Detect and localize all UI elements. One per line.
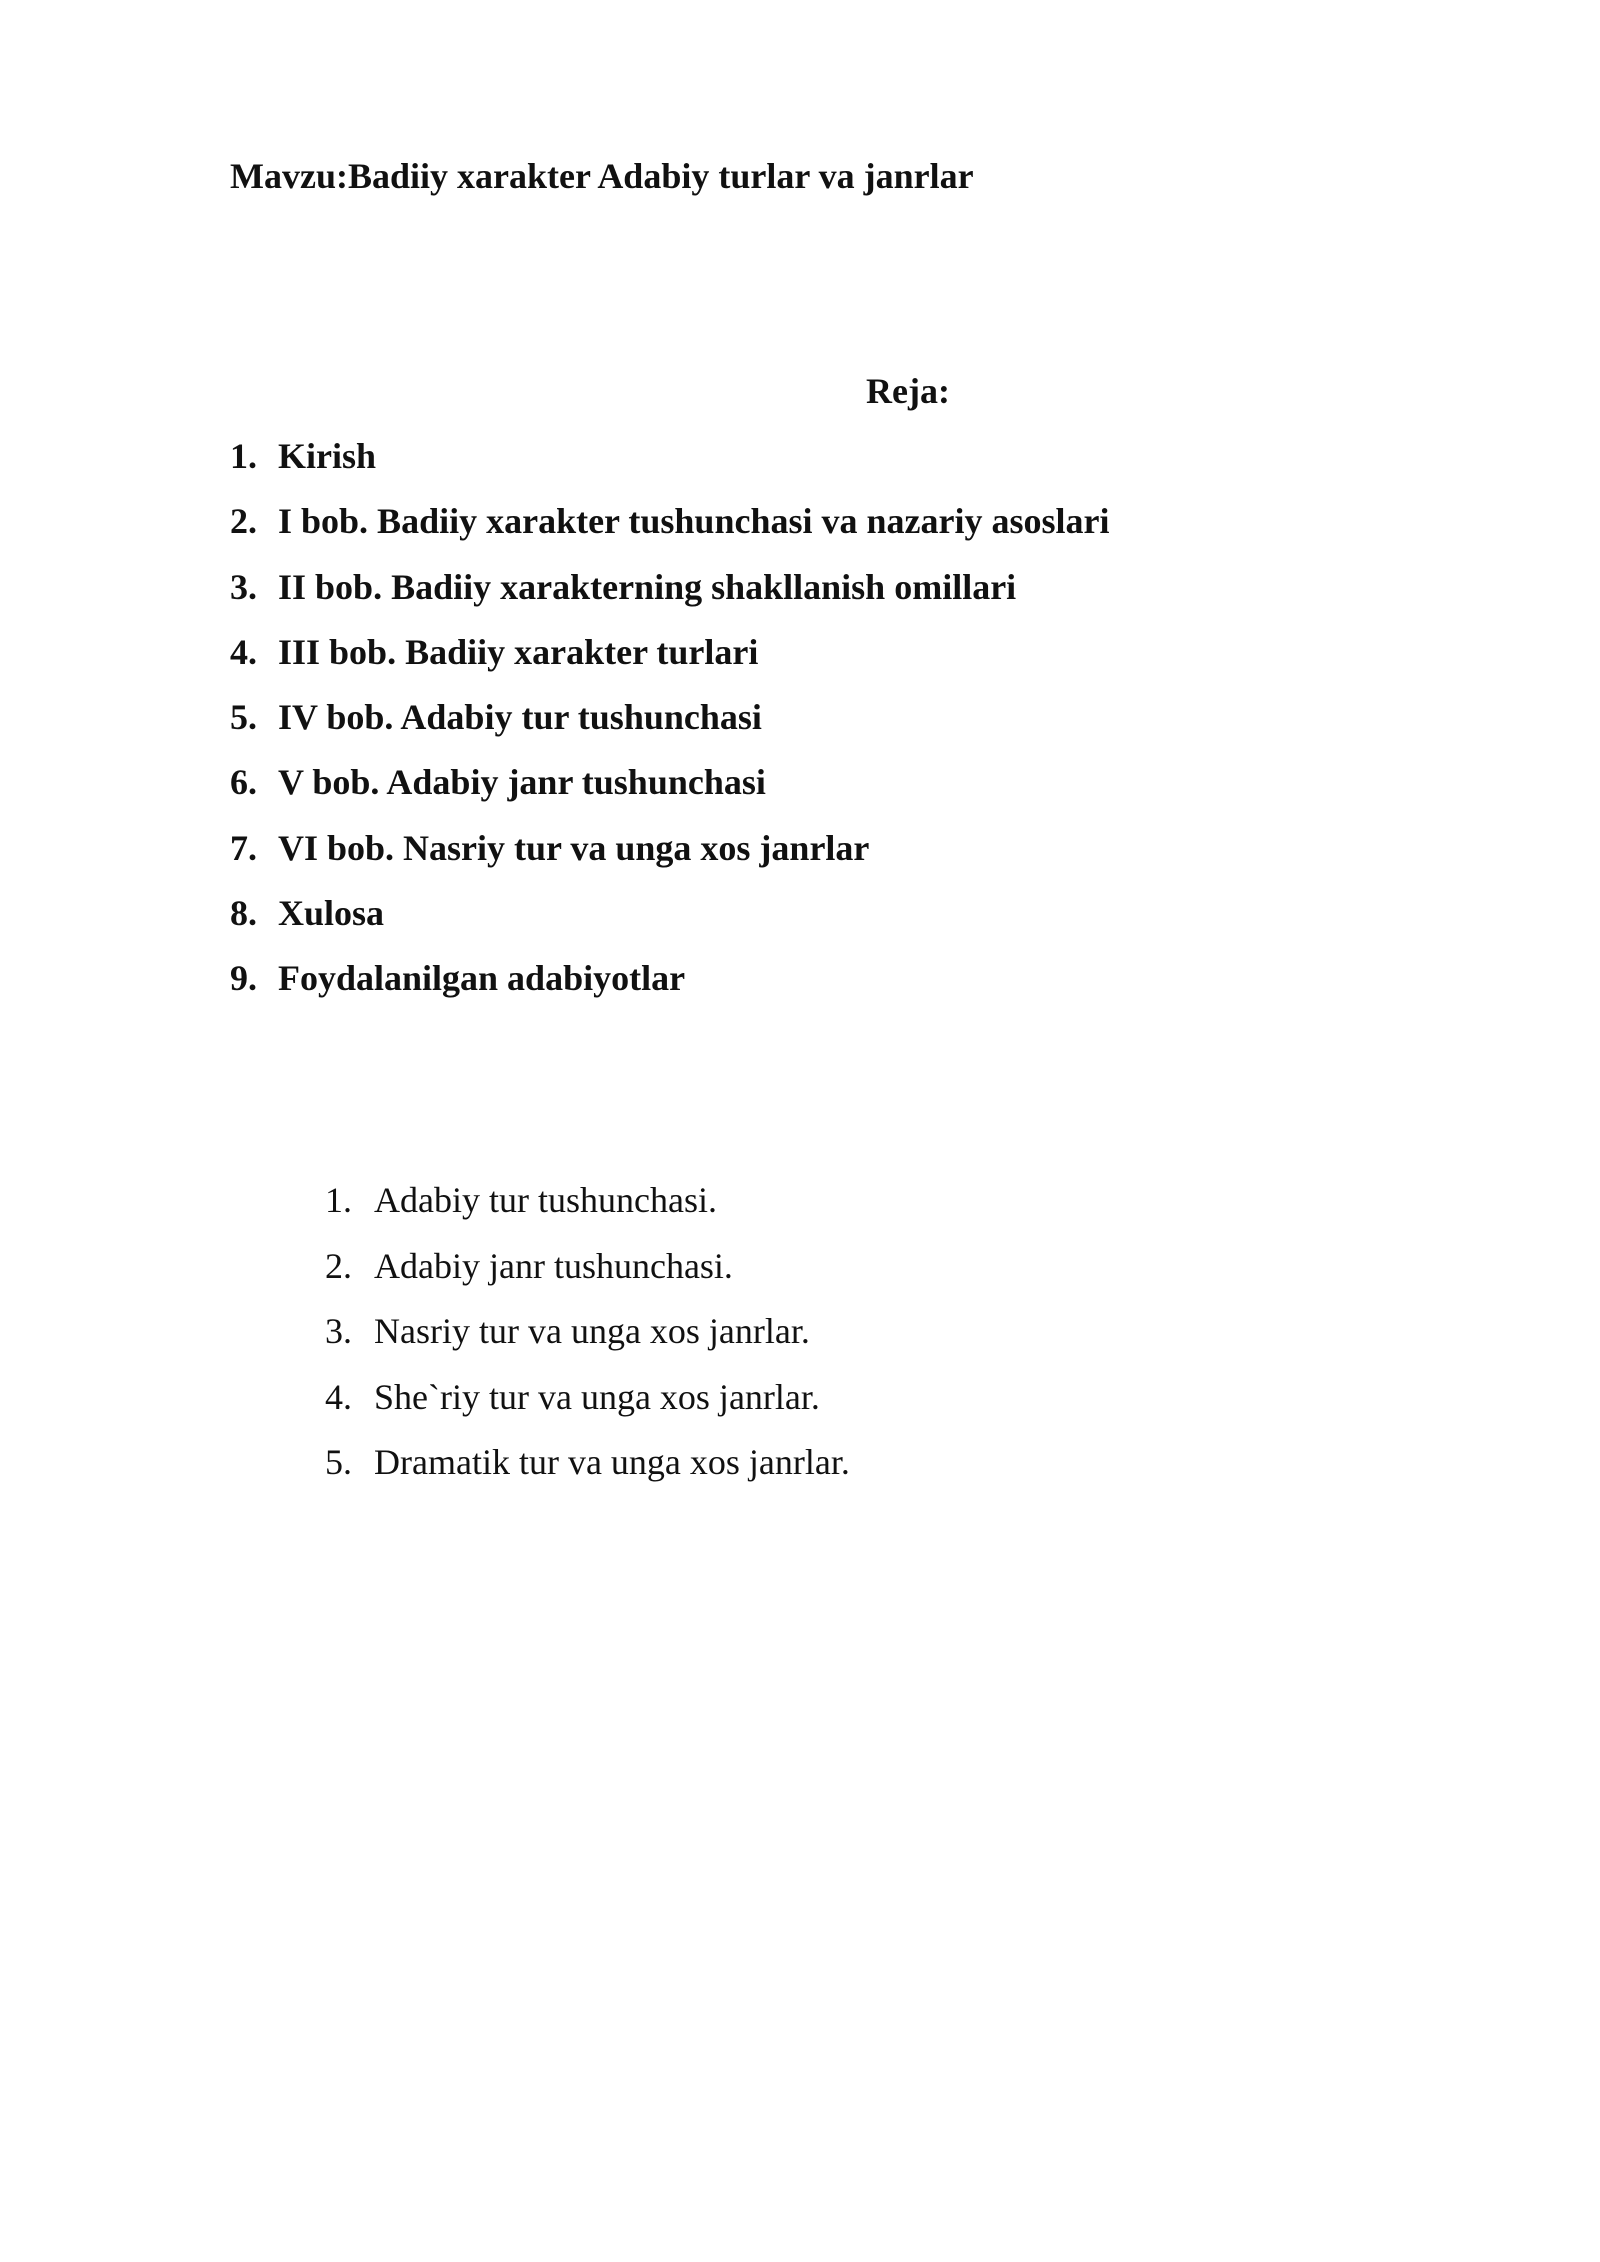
plan-item-text: II bob. Badiiy xarakterning shakllanish omillari — [278, 566, 1017, 607]
plan-item-text: Xulosa — [278, 893, 385, 934]
plan-item-number: 4. — [230, 631, 257, 672]
second-item-number: 3. — [325, 1311, 352, 1351]
plan-list-item — [230, 952, 1109, 1017]
second-list-item — [325, 1436, 850, 1502]
second-list-item — [325, 1240, 850, 1306]
document-topic: Mavzu:Badiiy xarakter Adabiy turlar va janrlar — [230, 156, 974, 196]
plan-list-item — [230, 756, 1109, 821]
second-item-text: Adabiy janr tushunchasi. — [374, 1245, 733, 1286]
plan-list-item — [230, 495, 1109, 560]
second-list-item — [325, 1371, 850, 1437]
second-plan-list — [325, 1174, 850, 1502]
plan-item-text: IV bob. Adabiy tur tushunchasi — [278, 697, 762, 738]
second-item-text: She`riy tur va unga xos janrlar. — [374, 1376, 820, 1417]
plan-list-item — [230, 822, 1109, 887]
plan-list-item — [230, 561, 1109, 626]
plan-item-number: 2. — [230, 501, 257, 542]
plan-item-text: V bob. Adabiy janr tushunchasi — [278, 762, 766, 803]
second-list-item — [325, 1174, 850, 1240]
plan-item-text: Foydalanilgan adabiyotlar — [278, 958, 686, 999]
second-item-text: Adabiy tur tushunchasi. — [374, 1180, 717, 1220]
plan-list-item — [230, 887, 1109, 952]
plan-list — [230, 430, 1109, 1018]
plan-heading: Reja: — [866, 371, 950, 411]
plan-item-text: III bob. Badiiy xarakter turlari — [278, 631, 759, 672]
plan-item-number: 7. — [230, 827, 257, 868]
plan-item-text: VI bob. Nasriy tur va unga xos janrlar — [278, 827, 870, 868]
plan-item-number: 9. — [230, 958, 257, 999]
plan-item-number: 8. — [230, 893, 257, 934]
second-item-text: Dramatik tur va unga xos janrlar. — [374, 1442, 850, 1482]
plan-item-text: Kirish — [278, 436, 377, 476]
plan-list-item — [230, 430, 1109, 495]
second-list-item — [325, 1305, 850, 1371]
plan-item-number: 3. — [230, 566, 257, 607]
plan-item-number: 6. — [230, 762, 257, 803]
plan-item-text: I bob. Badiiy xarakter tushunchasi va nazariy asoslari — [278, 501, 1110, 542]
plan-list-item — [230, 691, 1109, 756]
plan-item-number: 1. — [230, 436, 257, 476]
second-item-number: 5. — [325, 1442, 352, 1482]
second-item-number: 4. — [325, 1376, 352, 1417]
plan-list-item — [230, 626, 1109, 691]
plan-item-number: 5. — [230, 697, 257, 738]
second-item-number: 2. — [325, 1245, 352, 1286]
second-item-text: Nasriy tur va unga xos janrlar. — [374, 1311, 810, 1351]
second-item-number: 1. — [325, 1180, 352, 1220]
